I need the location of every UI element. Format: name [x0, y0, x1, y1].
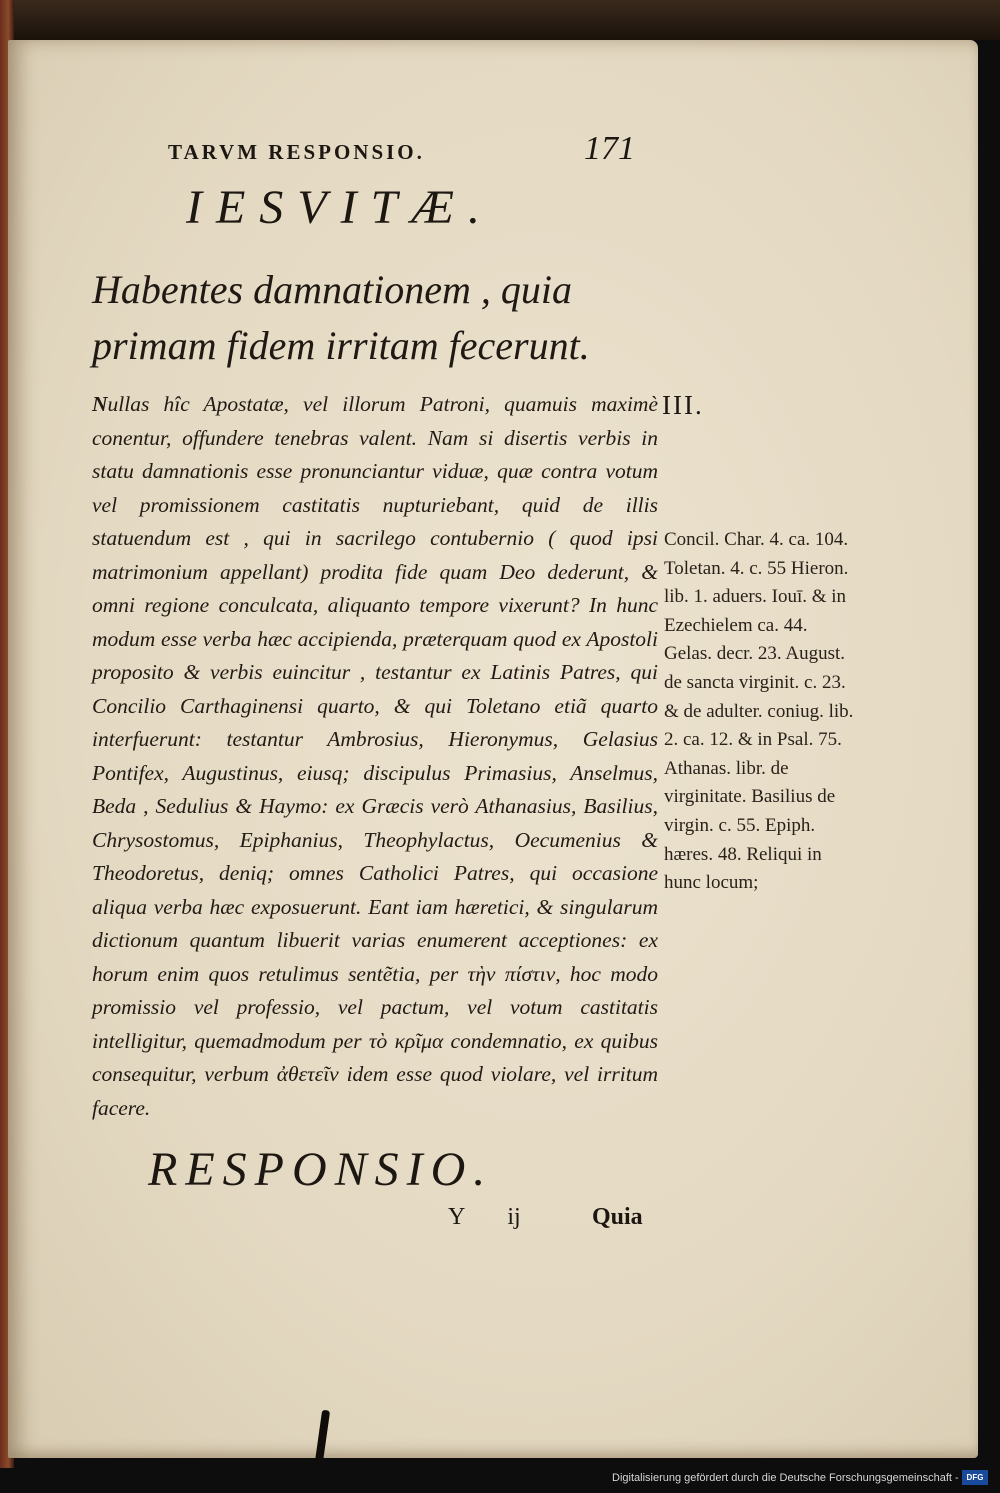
marginal-citations: Concil. Char. 4. ca. 104. Toletan. 4. c. 55 Hieron. lib. 1. aduers. Iouī. & in Ezechielem ca. 44. Gelas. decr. 23. August. de sancta virginit. c. 23. & de adulter. coniug. lib. 2. ca. 12. & in Psal. 75. Athanas. libr. de virginitate. Basilius de virgin. c. 55. Epiph. hæres. 48. Reliqui in hunc locum;	[664, 529, 854, 894]
section-title: IESVITÆ.	[186, 181, 494, 234]
signature-mark	[448, 1204, 563, 1231]
body-paragraph	[92, 388, 658, 1125]
scan-top-shadow	[0, 0, 1000, 40]
digitization-credit: Digitalisierung gefördert durch die Deutsche Forschungsgemeinschaft -	[612, 1472, 959, 1484]
body-paragraph-text: ullas hîc Apostatæ, vel illorum Patroni, quamuis maximè conentur, offundere tenebras valent. Nam si disertis verbis in statu damnationis esse pronunciantur viduæ, quæ contra votum vel promissionem castitatis nupturiebant, quid de illis statuendum est , qui in sacrilego contubernio ( quod ipsi matrimonium appellant) prodita fide quam Deo dederunt, & omni regione conculcata, aliquanto tempore vixerunt? In hunc modum esse verba hæc accipienda, præterquam quod ex Apostoli proposito & verbis euincitur , testantur ex Latinis Patres, qui Concilio Carthaginensi quarto, & qui Toletano etiã quarto interfuerunt: testantur Ambrosius, Hieronymus, Gelasius Pontifex, Augustinus, eiusq; discipulus Primasius, Anselmus, Beda , Sedulius & Haymo: ex Græcis verò Athanasius, Basilius, Chrysostomus, Epiphanius, Theophylactus, Oecumenius & Theodoretus, deniq; omnes Catholici Patres, qui occasione aliqua verba hæc exposuerunt. Eant iam hæretici, & singularum dictionum quantum libuerit varias enumerent acceptiones: ex horum enim quos retulimus sentẽtia, per τὴν πίστιν, hoc modo promissio vel professio, vel pactum, vel votum castitatis intelligitur, quemadmodum per τὸ κρῖμα condemnatio, ex quibus consequitur, verbum ἀθετεῖν idem esse quod violare, vel irritum facere.	[92, 392, 658, 1120]
running-head: TARVM RESPONSIO.	[168, 140, 425, 164]
dfg-logo: DFG	[962, 1470, 988, 1485]
margin-section-number: III.	[662, 390, 704, 420]
catchword: Quia	[592, 1204, 643, 1230]
lemma-quotation: Habentes damnationem , quia primam fidem irritam fecerunt.	[92, 267, 590, 368]
page-number: 171	[584, 130, 635, 167]
initial-letter: N	[92, 392, 108, 416]
responsio-heading: RESPONSIO.	[148, 1143, 494, 1196]
signature-number: ij	[507, 1204, 521, 1230]
signature-letter: Y	[448, 1204, 466, 1230]
